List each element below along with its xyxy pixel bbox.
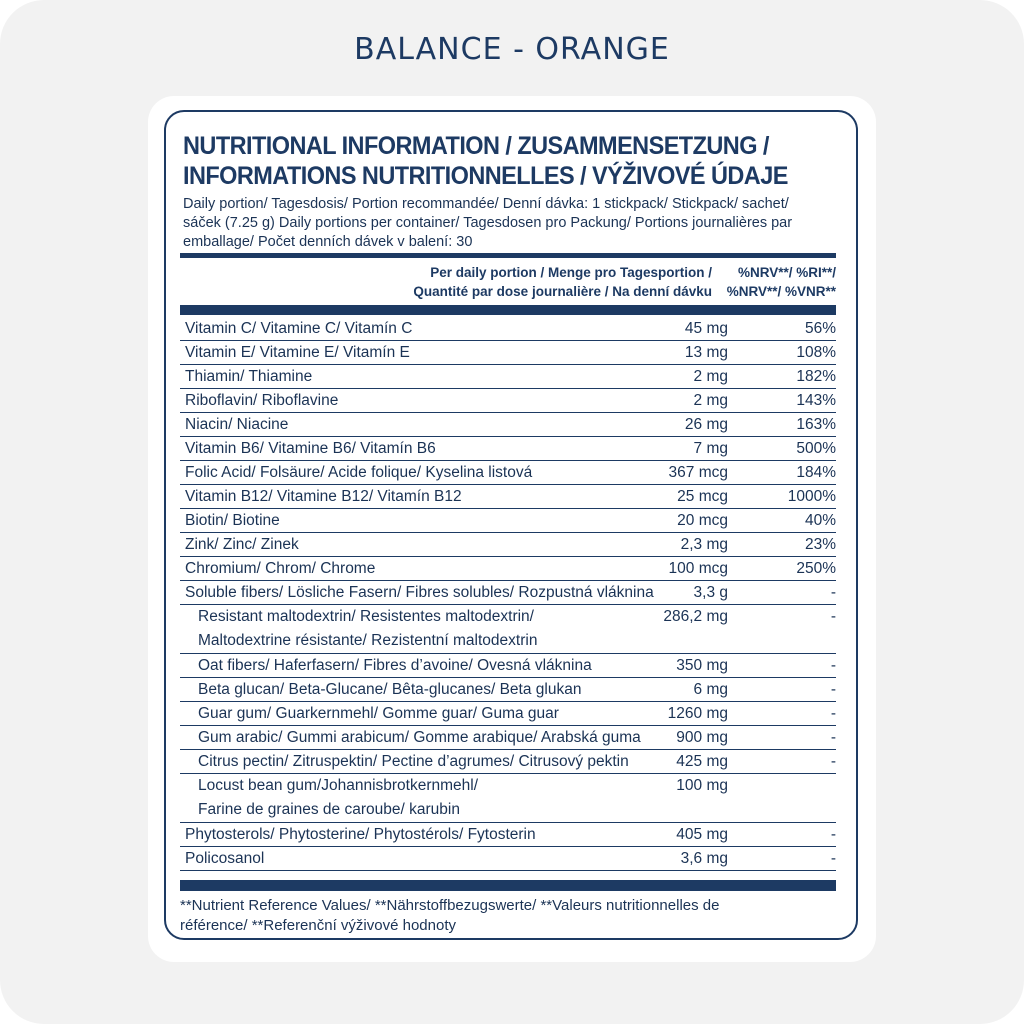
table-row (180, 317, 836, 341)
nutrient-name (185, 823, 536, 847)
nutrient-name-line: Citrus pectin/ Zitruspektin/ Pectine d’agrumes/ Citrusový pektin (198, 753, 629, 770)
nutrient-name-line: Policosanol (185, 850, 265, 867)
table-row (180, 437, 836, 461)
table-row (180, 413, 836, 437)
footnote (180, 896, 840, 936)
nutrient-name-line: Locust bean gum/Johannisbrotkernmehl/ (198, 777, 479, 794)
portion-line-2: sáček (7.25 g) Daily portions per container/ Tagesdosen pro Packung/ Portions journalières par (183, 215, 793, 231)
nutrient-nrv-percent: 163% (796, 416, 836, 433)
heading-line-1: NUTRITIONAL INFORMATION / ZUSAMMENSETZUNG / (183, 132, 769, 160)
nutrient-amount: 350 mg (676, 657, 728, 674)
nutrient-amount: 3,3 g (693, 584, 728, 601)
portion-line-1: Daily portion/ Tagesdosis/ Portion recommandée/ Denní dávka: 1 stickpack/ Stickpack/ sachet/ (183, 196, 789, 212)
nutrient-name (198, 702, 559, 726)
header-nrv-line-1: %NRV**/ %RI**/ (737, 265, 836, 280)
nutrient-amount: 45 mg (684, 320, 728, 337)
nutrient-nrv-percent: 184% (796, 464, 836, 481)
header-portion-line-1: Per daily portion / Menge pro Tagesportion / (430, 265, 712, 280)
heading-line-2: INFORMATIONS NUTRITIONNELLES / VÝŽIVOVÉ ÚDAJE (183, 162, 788, 190)
nutrient-name (198, 726, 641, 750)
nutrient-name (185, 461, 532, 485)
nutrient-name (185, 317, 412, 341)
nutrient-nrv-percent: - (830, 826, 836, 843)
label-heading (183, 131, 813, 191)
nutrient-name-line: Guar gum/ Guarkernmehl/ Gomme guar/ Guma guar (198, 705, 559, 722)
nutrient-name-line: Farine de graines de caroube/ karubin (198, 801, 460, 818)
nutrient-name (198, 774, 478, 822)
nutrient-name-line: Soluble fibers/ Lösliche Fasern/ Fibres solubles/ Rozpustná vláknina (185, 584, 654, 601)
nutrient-name-line: Chromium/ Chrom/ Chrome (185, 560, 376, 577)
table-row (180, 533, 836, 557)
table-row (180, 509, 836, 533)
nutrient-name (185, 413, 288, 437)
nutrient-name (185, 557, 375, 581)
nutrient-name-line: Folic Acid/ Folsäure/ Acide folique/ Kyselina listová (185, 464, 533, 481)
nutrient-name-line: Vitamin E/ Vitamine E/ Vitamín E (185, 344, 410, 361)
nutrient-amount: 25 mcg (677, 488, 728, 505)
nutrient-nrv-percent: - (830, 753, 836, 770)
nutrient-nrv-percent: 182% (796, 368, 836, 385)
nutrient-nrv-percent: 23% (804, 536, 836, 553)
nutrient-nrv-percent: - (830, 584, 836, 601)
table-row (180, 581, 836, 605)
divider-bar-bottom (180, 880, 836, 891)
nutrient-name (185, 341, 410, 365)
nutrient-name (185, 509, 280, 533)
nutrient-amount: 900 mg (676, 729, 728, 746)
nutrient-name-line: Resistant maltodextrin/ Resistentes maltodextrin/ (198, 608, 534, 625)
table-row (180, 702, 836, 726)
nutrient-name-line: Beta glucan/ Beta-Glucane/ Bêta-glucanes/ Beta glukan (198, 681, 582, 698)
nutrient-amount: 13 mg (684, 344, 728, 361)
nutrient-nrv-percent: 108% (796, 344, 836, 361)
nutrient-name (185, 437, 436, 461)
nutrient-nrv-percent: - (830, 681, 836, 698)
table-row (180, 605, 836, 654)
footnote-line-2: référence/ **Referenční výživové hodnoty (180, 917, 456, 934)
nutrient-name (198, 654, 592, 678)
nutrient-name (185, 533, 299, 557)
table-row (180, 365, 836, 389)
table-row (180, 557, 836, 581)
nutrient-name (185, 485, 462, 509)
nutrient-name-line: Biotin/ Biotine (185, 512, 280, 529)
nutrient-nrv-percent: - (830, 608, 836, 625)
table-row (180, 774, 836, 823)
nutrient-nrv-percent: 500% (796, 440, 836, 457)
nutrient-name-line: Gum arabic/ Gummi arabicum/ Gomme arabique/ Arabská guma (198, 729, 641, 746)
divider-bar-top (180, 253, 836, 258)
page-title: BALANCE - ORANGE (354, 32, 670, 67)
table-row (180, 461, 836, 485)
nutrient-table (180, 317, 836, 871)
nutrient-amount: 286,2 mg (663, 608, 728, 625)
nutrient-amount: 20 mcg (677, 512, 728, 529)
table-row (180, 750, 836, 774)
nutrient-amount: 2 mg (693, 368, 728, 385)
nutrient-amount: 2 mg (693, 392, 728, 409)
nutrient-amount: 7 mg (693, 440, 728, 457)
header-nrv-line-2: %NRV**/ %VNR** (726, 284, 836, 299)
nutrient-amount: 1260 mg (667, 705, 728, 722)
nutrient-name (198, 605, 537, 653)
header-portion-line-2: Quantité par dose journalière / Na denní dávku (413, 284, 712, 299)
nutrient-amount: 6 mg (693, 681, 728, 698)
nutrient-nrv-percent: - (830, 657, 836, 674)
table-row (180, 847, 836, 871)
nutrient-amount: 100 mcg (668, 560, 728, 577)
footnote-line-1: **Nutrient Reference Values/ **Nährstoffbezugswerte/ **Valeurs nutritionnelles de (180, 897, 720, 914)
nutrient-name-line: Riboflavin/ Riboflavine (185, 392, 339, 409)
nutrient-name-line: Phytosterols/ Phytosterine/ Phytostérols/ Fytosterin (185, 826, 536, 843)
nutrient-name (185, 365, 312, 389)
nutrient-amount: 405 mg (676, 826, 728, 843)
table-row (180, 389, 836, 413)
table-row (180, 654, 836, 678)
nutrient-amount: 425 mg (676, 753, 728, 770)
table-row (180, 341, 836, 365)
nutrient-name-line: Maltodextrine résistante/ Rezistentní maltodextrin (198, 632, 538, 649)
nutrient-name (185, 389, 338, 413)
header-per-portion (413, 263, 712, 301)
nutrient-nrv-percent: - (830, 729, 836, 746)
header-nrv (727, 263, 836, 301)
nutrient-nrv-percent: 143% (796, 392, 836, 409)
nutrient-name (185, 847, 264, 871)
divider-bar-header (180, 305, 836, 315)
nutrient-name-line: Zink/ Zinc/ Zinek (185, 536, 299, 553)
nutrient-name-line: Thiamin/ Thiamine (185, 368, 313, 385)
portion-info (183, 195, 823, 252)
nutrient-name (198, 678, 581, 702)
table-header (180, 263, 836, 303)
nutrient-name-line: Niacin/ Niacine (185, 416, 289, 433)
nutrient-amount: 3,6 mg (680, 850, 728, 867)
nutrient-name (198, 750, 629, 774)
nutrient-amount: 367 mcg (668, 464, 728, 481)
nutrient-nrv-percent: 56% (804, 320, 836, 337)
nutrient-name (185, 581, 654, 605)
nutrient-amount: 100 mg (676, 777, 728, 794)
nutrient-nrv-percent: - (830, 850, 836, 867)
nutrient-name-line: Oat fibers/ Haferfasern/ Fibres d’avoine/ Ovesná vláknina (198, 657, 592, 674)
nutrient-amount: 2,3 mg (680, 536, 728, 553)
portion-line-3: emballage/ Počet denních dávek v balení: 30 (183, 234, 473, 250)
table-row (180, 823, 836, 847)
nutrient-nrv-percent: 40% (804, 512, 836, 529)
table-row (180, 726, 836, 750)
nutrient-amount: 26 mg (684, 416, 728, 433)
nutrient-nrv-percent: - (830, 705, 836, 722)
nutrient-name-line: Vitamin C/ Vitamine C/ Vitamín C (185, 320, 413, 337)
nutrient-nrv-percent: 1000% (787, 488, 836, 505)
table-row (180, 485, 836, 509)
nutrient-nrv-percent: 250% (796, 560, 836, 577)
nutrient-name-line: Vitamin B12/ Vitamine B12/ Vitamín B12 (185, 488, 462, 505)
table-row (180, 678, 836, 702)
nutrient-name-line: Vitamin B6/ Vitamine B6/ Vitamín B6 (185, 440, 436, 457)
